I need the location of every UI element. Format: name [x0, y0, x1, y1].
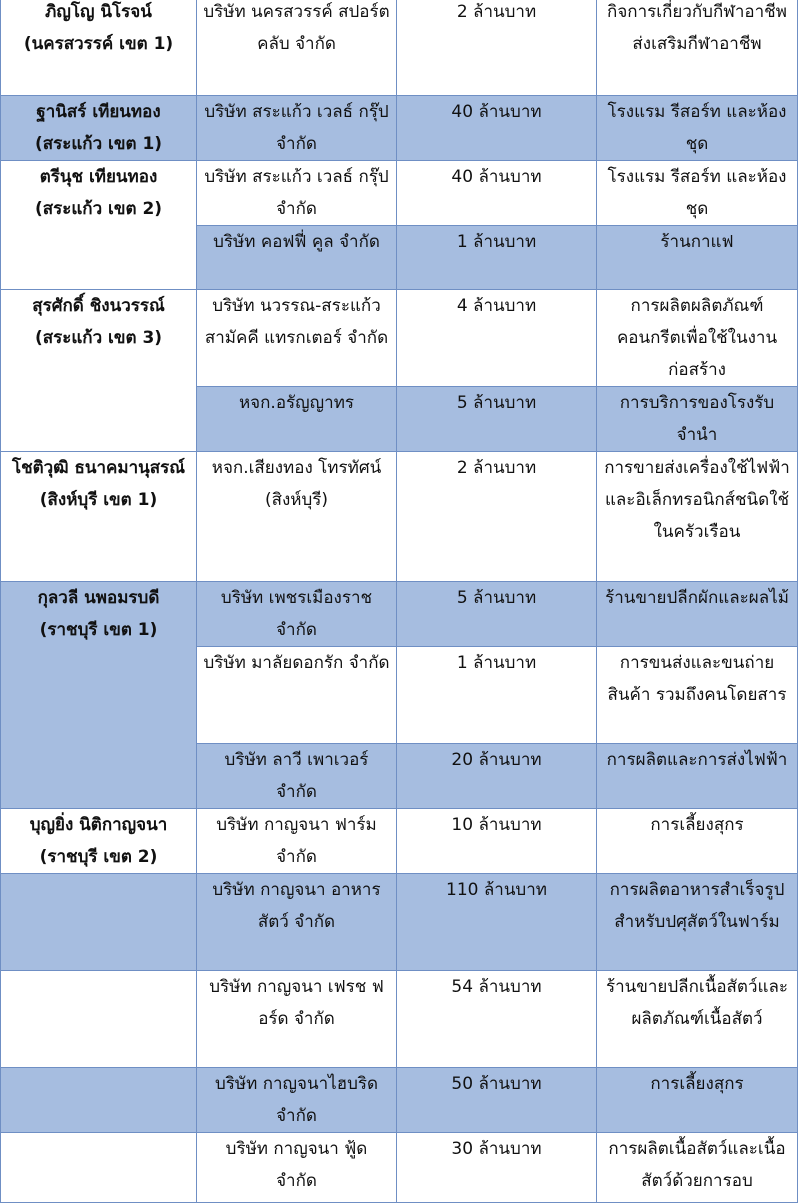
table-row: [1, 452, 798, 582]
business-type-cell: การบริการของโรงรับจำนำ: [597, 387, 798, 452]
capital-cell: 10 ล้านบาท: [397, 809, 597, 874]
politician-name-cell: สุรศักดิ์ ชิงนวรรณ์ (สระแก้ว เขต 3): [1, 290, 197, 452]
politician-name-cell: ตรีนุช เทียนทอง (สระแก้ว เขต 2): [1, 161, 197, 290]
company-cell: บริษัท สระแก้ว เวลธ์ กรุ๊ป จำกัด: [197, 161, 397, 226]
capital-cell: 5 ล้านบาท: [397, 582, 597, 647]
company-cell: บริษัท กาญจนา เฟรช ฟอร์ด จำกัด: [197, 971, 397, 1068]
table-row: [1, 1133, 798, 1203]
table-row: [1, 809, 798, 874]
business-type-cell: กิจการเกี่ยวกับกีฬาอาชีพ ส่งเสริมกีฬาอาชีพ: [597, 0, 798, 96]
company-cell: บริษัท คอฟฟี่ คูล จำกัด: [197, 226, 397, 290]
table-row: [1, 582, 798, 647]
capital-cell: 40 ล้านบาท: [397, 96, 597, 161]
politician-name-cell: [1, 1133, 197, 1203]
capital-cell: 20 ล้านบาท: [397, 744, 597, 809]
business-type-cell: ร้านขายปลีกเนื้อสัตว์และผลิตภัณฑ์เนื้อสัตว์: [597, 971, 798, 1068]
politician-name-cell: บุญยิ่ง นิติกาญจนา (ราชบุรี เขต 2): [1, 809, 197, 874]
company-cell: หจก.เสียงทอง โทรทัศน์ (สิงห์บุรี): [197, 452, 397, 582]
capital-cell: 5 ล้านบาท: [397, 387, 597, 452]
capital-cell: 1 ล้านบาท: [397, 226, 597, 290]
table-row: [1, 0, 798, 96]
business-type-cell: ร้านกาแฟ: [597, 226, 798, 290]
company-cell: บริษัท สระแก้ว เวลธ์ กรุ๊ป จำกัด: [197, 96, 397, 161]
capital-cell: 2 ล้านบาท: [397, 0, 597, 96]
company-cell: หจก.อรัญญาทร: [197, 387, 397, 452]
capital-cell: 1 ล้านบาท: [397, 647, 597, 744]
table-row: [1, 161, 798, 226]
politician-name-cell: ฐานิสร์ เทียนทอง (สระแก้ว เขต 1): [1, 96, 197, 161]
company-cell: บริษัท กาญจนา ฟู้ด จำกัด: [197, 1133, 397, 1203]
politician-name-cell: [1, 1068, 197, 1133]
politician-name-cell: กุลวลี นพอมรบดี (ราชบุรี เขต 1): [1, 582, 197, 809]
business-type-cell: โรงแรม รีสอร์ท และห้องชุด: [597, 161, 798, 226]
politician-name-cell: ภิญโญ นิโรจน์ (นครสวรรค์ เขต 1): [1, 0, 197, 96]
politician-name-cell: [1, 971, 197, 1068]
company-cell: บริษัท นวรรณ-สระแก้วสามัคคี แทรกเตอร์ จำกัด: [197, 290, 397, 387]
company-cell: บริษัท นครสวรรค์ สปอร์ตคลับ จำกัด: [197, 0, 397, 96]
politician-name-cell: โชติวุฒิ ธนาคมานุสรณ์ (สิงห์บุรี เขต 1): [1, 452, 197, 582]
capital-cell: 40 ล้านบาท: [397, 161, 597, 226]
business-type-cell: การเลี้ยงสุกร: [597, 809, 798, 874]
company-cell: บริษัท ลาวี เพาเวอร์ จำกัด: [197, 744, 397, 809]
table-row: [1, 874, 798, 971]
table-row: [1, 971, 798, 1068]
table-row: [1, 290, 798, 387]
business-type-cell: ร้านขายปลีกผักและผลไม้: [597, 582, 798, 647]
business-type-cell: การผลิตและการส่งไฟฟ้า: [597, 744, 798, 809]
business-type-cell: โรงแรม รีสอร์ท และห้องชุด: [597, 96, 798, 161]
company-cell: บริษัท เพชรเมืองราช จำกัด: [197, 582, 397, 647]
capital-cell: 50 ล้านบาท: [397, 1068, 597, 1133]
business-type-cell: การผลิตอาหารสำเร็จรูปสำหรับปศุสัตว์ในฟาร์ม: [597, 874, 798, 971]
company-cell: บริษัท กาญจนา อาหารสัตว์ จำกัด: [197, 874, 397, 971]
company-cell: บริษัท กาญจนา ฟาร์ม จำกัด: [197, 809, 397, 874]
company-cell: บริษัท มาลัยดอกรัก จำกัด: [197, 647, 397, 744]
capital-cell: 30 ล้านบาท: [397, 1133, 597, 1203]
table-row: [1, 96, 798, 161]
capital-cell: 110 ล้านบาท: [397, 874, 597, 971]
company-cell: บริษัท กาญจนาไฮบริด จำกัด: [197, 1068, 397, 1133]
capital-cell: 54 ล้านบาท: [397, 971, 597, 1068]
business-type-cell: การผลิตเนื้อสัตว์และเนื้อสัตว์ด้วยการอบ: [597, 1133, 798, 1203]
business-type-cell: การขนส่งและขนถ่ายสินค้า รวมถึงคนโดยสาร: [597, 647, 798, 744]
business-type-cell: การขายส่งเครื่องใช้ไฟฟ้าและอิเล็กทรอนิกส์ชนิดใช้ในครัวเรือน: [597, 452, 798, 582]
capital-cell: 2 ล้านบาท: [397, 452, 597, 582]
table-row: [1, 1068, 798, 1133]
politician-name-cell: [1, 874, 197, 971]
capital-cell: 4 ล้านบาท: [397, 290, 597, 387]
business-type-cell: การเลี้ยงสุกร: [597, 1068, 798, 1133]
business-type-cell: การผลิตผลิตภัณฑ์คอนกรีตเพื่อใช้ในงานก่อสร้าง: [597, 290, 798, 387]
